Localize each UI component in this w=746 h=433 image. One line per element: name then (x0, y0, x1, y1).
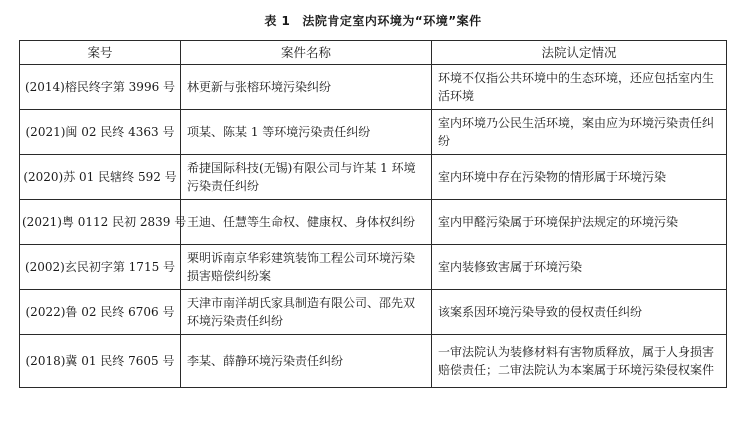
case-number-cell: (2018)冀 01 民终 7605 号 (20, 335, 181, 388)
table-caption (0, 12, 746, 29)
court-finding-cell: 室内环境中存在污染物的情形属于环境污染 (432, 155, 727, 200)
case-name-cell: 希捷国际科技(无锡)有限公司与许某 1 环境污染责任纠纷 (181, 155, 432, 200)
table-row (20, 200, 727, 245)
case-name-cell: 王迪、任慧等生命权、健康权、身体权纠纷 (181, 200, 432, 245)
header-case-number: 案号 (20, 41, 181, 65)
table-number: 表 1 (264, 14, 291, 28)
court-finding-cell: 室内装修致害属于环境污染 (432, 245, 727, 290)
header-row (20, 41, 727, 65)
case-name-cell: 林更新与张榕环境污染纠纷 (181, 65, 432, 110)
case-name-cell: 栗明诉南京华彩建筑装饰工程公司环境污染损害赔偿纠纷案 (181, 245, 432, 290)
table-row (20, 290, 727, 335)
table-row (20, 245, 727, 290)
court-finding-cell: 一审法院认为装修材料有害物质释放，属于人身损害赔偿责任；二审法院认为本案属于环境污染侵权案件 (432, 335, 727, 388)
case-number-cell: (2021)闽 02 民终 4363 号 (20, 110, 181, 155)
case-name-cell: 李某、薛静环境污染责任纠纷 (181, 335, 432, 388)
table-title: 法院肯定室内环境为“环境”案件 (302, 14, 482, 28)
header-case-name: 案件名称 (181, 41, 432, 65)
court-finding-cell: 室内甲醛污染属于环境保护法规定的环境污染 (432, 200, 727, 245)
case-table (19, 40, 727, 388)
case-number-cell: (2014)榕民终字第 3996 号 (20, 65, 181, 110)
case-number-cell: (2022)鲁 02 民终 6706 号 (20, 290, 181, 335)
table-row (20, 110, 727, 155)
case-number-cell: (2002)玄民初字第 1715 号 (20, 245, 181, 290)
table-row (20, 155, 727, 200)
court-finding-cell: 室内环境乃公民生活环境，案由应为环境污染责任纠纷 (432, 110, 727, 155)
case-number-cell: (2021)粤 0112 民初 2839 号 (20, 200, 181, 245)
case-number-cell: (2020)苏 01 民辖终 592 号 (20, 155, 181, 200)
table-row (20, 335, 727, 388)
table-row (20, 65, 727, 110)
court-finding-cell: 环境不仅指公共环境中的生态环境，还应包括室内生活环境 (432, 65, 727, 110)
case-name-cell: 天津市南洋胡氏家具制造有限公司、邵先双环境污染责任纠纷 (181, 290, 432, 335)
header-court-finding: 法院认定情况 (432, 41, 727, 65)
court-finding-cell: 该案系因环境污染导致的侵权责任纠纷 (432, 290, 727, 335)
case-name-cell: 项某、陈某 1 等环境污染责任纠纷 (181, 110, 432, 155)
